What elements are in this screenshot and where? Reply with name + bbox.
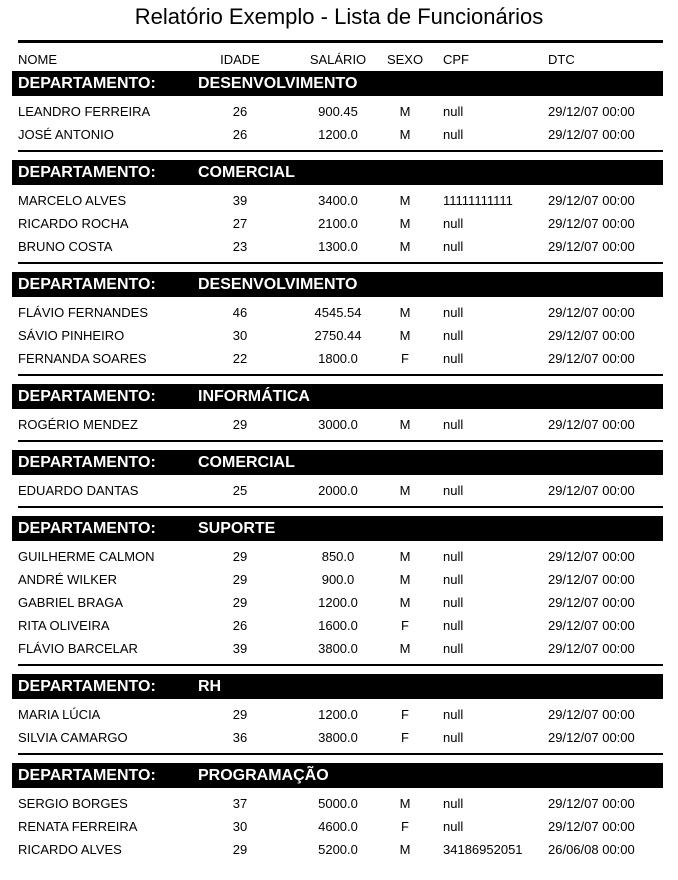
employee-row	[0, 189, 678, 212]
employee-row	[0, 568, 678, 591]
department-header-bar	[12, 384, 663, 409]
column-header-idade: IDADE	[220, 52, 260, 67]
department-name: INFORMÁTICA	[198, 387, 310, 405]
employee-cpf: null	[443, 216, 464, 231]
employee-dtc: 29/12/07 00:00	[548, 483, 635, 498]
employee-name: BRUNO COSTA	[18, 239, 113, 254]
department-name: DESENVOLVIMENTO	[198, 74, 358, 92]
department-name: COMERCIAL	[198, 163, 295, 181]
employee-salary: 900.45	[318, 104, 358, 119]
employee-name: GABRIEL BRAGA	[18, 595, 123, 610]
employee-sex: M	[399, 216, 411, 231]
section-divider	[18, 374, 663, 376]
employee-age: 26	[232, 104, 248, 119]
employee-dtc: 29/12/07 00:00	[548, 730, 635, 745]
employee-sex: F	[401, 730, 409, 745]
employee-sex: M	[399, 417, 411, 432]
department-label: DEPARTAMENTO:	[18, 677, 156, 695]
department-label: DEPARTAMENTO:	[18, 453, 156, 471]
employee-row	[0, 347, 678, 370]
employee-cpf: 11111111111	[443, 193, 513, 208]
employee-dtc: 29/12/07 00:00	[548, 618, 635, 633]
employee-salary: 1200.0	[318, 595, 358, 610]
department-label: DEPARTAMENTO:	[18, 766, 156, 784]
section-divider	[18, 664, 663, 666]
employee-sex: M	[399, 572, 411, 587]
employee-dtc: 29/12/07 00:00	[548, 328, 635, 343]
section-divider	[18, 753, 663, 755]
table-header-row	[0, 48, 678, 71]
employee-row	[0, 703, 678, 726]
employee-dtc: 29/12/07 00:00	[548, 796, 635, 811]
employee-salary: 1600.0	[318, 618, 358, 633]
employee-salary: 3800.0	[318, 641, 358, 656]
employee-dtc: 29/12/07 00:00	[548, 104, 635, 119]
employee-row	[0, 726, 678, 749]
department-name: SUPORTE	[198, 519, 276, 537]
department-header-bar	[12, 674, 663, 699]
employee-name: SERGIO BORGES	[18, 796, 128, 811]
employee-sex: F	[401, 618, 409, 633]
employee-cpf: null	[443, 595, 464, 610]
department-label: DEPARTAMENTO:	[18, 163, 156, 181]
employee-dtc: 29/12/07 00:00	[548, 417, 635, 432]
employee-rows	[0, 541, 678, 664]
employee-age: 37	[232, 796, 248, 811]
employee-age: 29	[232, 595, 248, 610]
department-header-bar	[12, 160, 663, 185]
employee-dtc: 29/12/07 00:00	[548, 305, 635, 320]
employee-age: 22	[232, 351, 248, 366]
employee-cpf: null	[443, 483, 464, 498]
employee-sex: M	[399, 796, 411, 811]
department-name: DESENVOLVIMENTO	[198, 275, 358, 293]
section-divider	[18, 506, 663, 508]
employee-name: RICARDO ROCHA	[18, 216, 129, 231]
employee-rows	[0, 185, 678, 262]
employee-age: 29	[232, 549, 248, 564]
employee-name: JOSÉ ANTONIO	[18, 127, 114, 142]
employee-name: ANDRÉ WILKER	[18, 572, 117, 587]
department-section	[0, 674, 678, 755]
employee-dtc: 26/06/08 00:00	[548, 842, 635, 857]
employee-age: 36	[232, 730, 248, 745]
employee-age: 29	[232, 842, 248, 857]
department-section	[0, 272, 678, 376]
employee-sex: M	[399, 483, 411, 498]
column-header-cpf: CPF	[443, 52, 469, 67]
employee-cpf: null	[443, 328, 464, 343]
employee-name: RITA OLIVEIRA	[18, 618, 110, 633]
employee-row	[0, 212, 678, 235]
department-section	[0, 516, 678, 666]
employee-sex: M	[399, 595, 411, 610]
employee-cpf: null	[443, 707, 464, 722]
title-divider	[18, 40, 663, 43]
department-section	[0, 763, 678, 865]
employee-name: SÁVIO PINHEIRO	[18, 328, 125, 343]
employee-name: LEANDRO FERREIRA	[18, 104, 151, 119]
department-section	[0, 450, 678, 508]
employee-dtc: 29/12/07 00:00	[548, 216, 635, 231]
section-divider	[18, 440, 663, 442]
department-name: COMERCIAL	[198, 453, 295, 471]
employee-dtc: 29/12/07 00:00	[548, 819, 635, 834]
employee-dtc: 29/12/07 00:00	[548, 572, 635, 587]
employee-cpf: null	[443, 730, 464, 745]
column-header-salario: SALÁRIO	[309, 52, 367, 67]
employee-cpf: null	[443, 549, 464, 564]
employee-salary: 3000.0	[318, 417, 358, 432]
employee-age: 46	[232, 305, 248, 320]
employee-name: ROGÉRIO MENDEZ	[18, 417, 138, 432]
section-divider	[18, 150, 663, 152]
department-name: PROGRAMAÇÃO	[198, 766, 329, 784]
employee-age: 25	[232, 483, 248, 498]
employee-dtc: 29/12/07 00:00	[548, 641, 635, 656]
employee-salary: 3800.0	[318, 730, 358, 745]
department-label: DEPARTAMENTO:	[18, 275, 156, 293]
employee-age: 30	[232, 328, 248, 343]
employee-salary: 5200.0	[318, 842, 358, 857]
section-divider	[18, 262, 663, 264]
employee-sex: M	[399, 239, 411, 254]
employee-age: 29	[232, 572, 248, 587]
employee-row	[0, 235, 678, 258]
report-title: Relatório Exemplo - Lista de Funcionários	[134, 4, 544, 29]
employee-dtc: 29/12/07 00:00	[548, 595, 635, 610]
employee-cpf: null	[443, 104, 464, 119]
employee-salary: 900.0	[321, 572, 355, 587]
column-header-sexo: SEXO	[386, 52, 424, 67]
employee-age: 27	[232, 216, 248, 231]
employee-age: 30	[232, 819, 248, 834]
employee-salary: 4545.54	[314, 305, 362, 320]
employee-salary: 1200.0	[318, 127, 358, 142]
employee-cpf: null	[443, 819, 464, 834]
employee-row	[0, 100, 678, 123]
report-body	[0, 71, 678, 865]
employee-salary: 1800.0	[318, 351, 358, 366]
department-section	[0, 71, 678, 152]
employee-cpf: 34186952051	[443, 842, 523, 857]
employee-dtc: 29/12/07 00:00	[548, 127, 635, 142]
employee-name: MARCELO ALVES	[18, 193, 127, 208]
employee-sex: M	[399, 305, 411, 320]
employee-sex: F	[401, 819, 409, 834]
department-section	[0, 384, 678, 442]
employee-cpf: null	[443, 572, 464, 587]
employee-name: MARIA LÚCIA	[18, 707, 101, 722]
employee-salary: 2750.44	[314, 328, 362, 343]
employee-cpf: null	[443, 351, 464, 366]
employee-dtc: 29/12/07 00:00	[548, 707, 635, 722]
employee-row	[0, 637, 678, 660]
employee-cpf: null	[443, 618, 464, 633]
department-header-bar	[12, 516, 663, 541]
employee-dtc: 29/12/07 00:00	[548, 351, 635, 366]
employee-age: 39	[232, 641, 248, 656]
employee-rows	[0, 409, 678, 440]
employee-salary: 2100.0	[318, 216, 358, 231]
employee-age: 26	[232, 618, 248, 633]
department-header-bar	[12, 272, 663, 297]
employee-cpf: null	[443, 305, 464, 320]
employee-salary: 850.0	[321, 549, 355, 564]
department-name: RH	[198, 677, 222, 695]
employee-rows	[0, 297, 678, 374]
employee-sex: M	[399, 328, 411, 343]
employee-row	[0, 301, 678, 324]
department-section	[0, 160, 678, 264]
employee-salary: 4600.0	[318, 819, 358, 834]
employee-row	[0, 815, 678, 838]
employee-name: FERNANDA SOARES	[18, 351, 147, 366]
employee-name: RICARDO ALVES	[18, 842, 122, 857]
employee-salary: 2000.0	[318, 483, 358, 498]
employee-age: 26	[232, 127, 248, 142]
employee-row	[0, 838, 678, 861]
employee-rows	[0, 96, 678, 150]
column-header-dtc: DTC	[548, 52, 575, 67]
employee-cpf: null	[443, 641, 464, 656]
employee-cpf: null	[443, 239, 464, 254]
employee-name: EDUARDO DANTAS	[18, 483, 139, 498]
employee-salary: 5000.0	[318, 796, 358, 811]
department-header-bar	[12, 763, 663, 788]
employee-rows	[0, 788, 678, 865]
employee-sex: M	[399, 127, 411, 142]
employee-dtc: 29/12/07 00:00	[548, 239, 635, 254]
employee-age: 29	[232, 707, 248, 722]
employee-row	[0, 123, 678, 146]
employee-dtc: 29/12/07 00:00	[548, 549, 635, 564]
employee-dtc: 29/12/07 00:00	[548, 193, 635, 208]
employee-cpf: null	[443, 796, 464, 811]
department-label: DEPARTAMENTO:	[18, 387, 156, 405]
employee-sex: M	[399, 193, 411, 208]
employee-row	[0, 792, 678, 815]
employee-row	[0, 324, 678, 347]
employee-name: FLÁVIO BARCELAR	[18, 641, 138, 656]
employee-sex: M	[399, 641, 411, 656]
employee-salary: 1300.0	[318, 239, 358, 254]
employee-name: SILVIA CAMARGO	[18, 730, 128, 745]
employee-age: 29	[232, 417, 248, 432]
column-header-nome: NOME	[18, 52, 57, 67]
employee-name: GUILHERME CALMON	[18, 549, 155, 564]
employee-sex: M	[399, 842, 411, 857]
employee-row	[0, 614, 678, 637]
department-label: DEPARTAMENTO:	[18, 519, 156, 537]
employee-age: 23	[232, 239, 248, 254]
department-label: DEPARTAMENTO:	[18, 74, 156, 92]
employee-row	[0, 545, 678, 568]
employee-row	[0, 479, 678, 502]
employee-rows	[0, 475, 678, 506]
employee-rows	[0, 699, 678, 753]
employee-cpf: null	[443, 417, 464, 432]
employee-sex: M	[399, 549, 411, 564]
employee-sex: F	[401, 351, 409, 366]
employee-cpf: null	[443, 127, 464, 142]
employee-row	[0, 591, 678, 614]
employee-salary: 1200.0	[318, 707, 358, 722]
employee-salary: 3400.0	[318, 193, 358, 208]
employee-sex: M	[399, 104, 411, 119]
employee-age: 39	[232, 193, 248, 208]
department-header-bar	[12, 71, 663, 96]
department-header-bar	[12, 450, 663, 475]
employee-name: FLÁVIO FERNANDES	[18, 305, 149, 320]
employee-row	[0, 413, 678, 436]
employee-sex: F	[401, 707, 409, 722]
employee-name: RENATA FERREIRA	[18, 819, 138, 834]
